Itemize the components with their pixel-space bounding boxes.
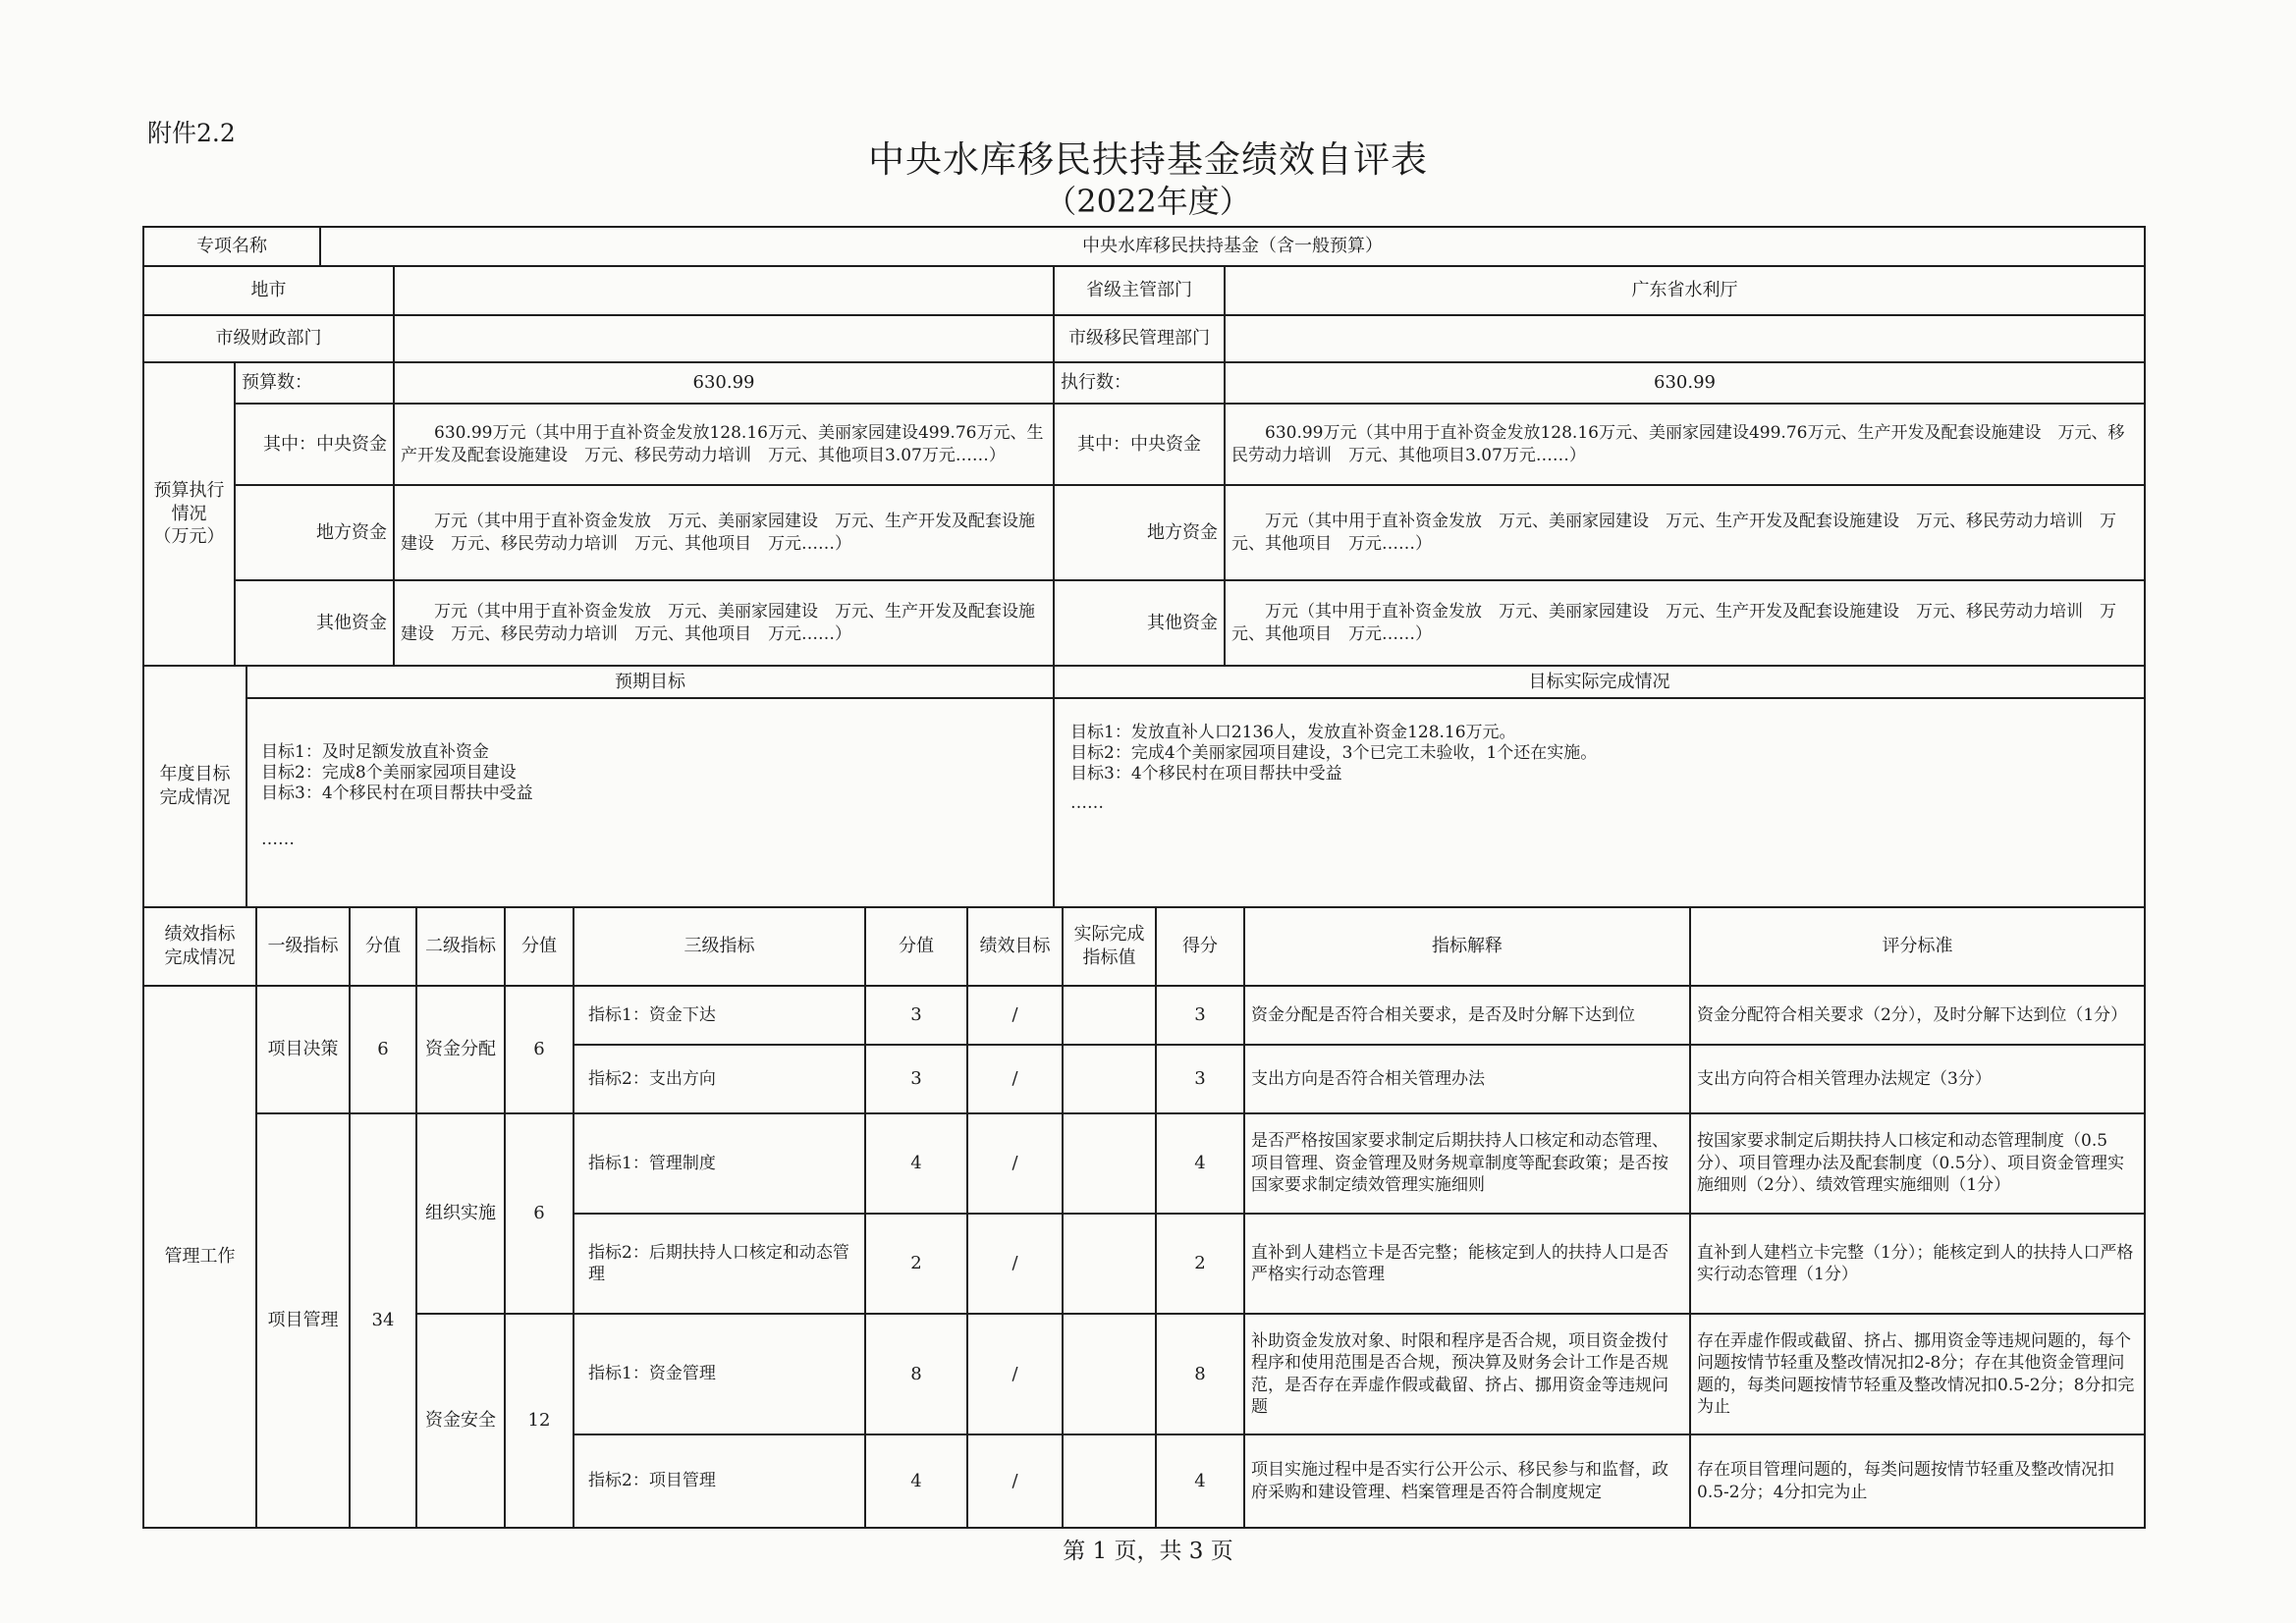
- goal-item: 目标3：4个移民村在项目帮扶中受益: [1070, 764, 1342, 784]
- actual-value: [1064, 1215, 1157, 1315]
- header-target: 绩效目标: [968, 908, 1064, 987]
- performance-target: /: [968, 1315, 1064, 1435]
- level3-name: 指标1：管理制度: [574, 1114, 866, 1215]
- header-level3: 三级指标: [574, 908, 866, 987]
- provincial-dept-label: 省级主管部门: [1055, 267, 1226, 316]
- other-fund-exec-text: 万元（其中用于直补资金发放 万元、美丽家园建设 万元、生产开发及配套设施建设 万元、移民劳动力培训 万元、其他项目 万元……）: [1226, 581, 2146, 667]
- indicator-category: 管理工作: [144, 987, 257, 1529]
- scoring-criteria: 直补到人建档立卡完整（1分）；能核定到人的扶持人口严格实行动态管理（1分）: [1691, 1215, 2146, 1315]
- level3-name: 指标1：资金管理: [574, 1315, 866, 1435]
- other-fund-label: 其他资金: [236, 581, 395, 667]
- other-fund-budget-text: 万元（其中用于直补资金发放 万元、美丽家园建设 万元、生产开发及配套设施建设 万元、移民劳动力培训 万元、其他项目 万元……）: [395, 581, 1055, 667]
- header-level3-score: 分值: [866, 908, 968, 987]
- level3-score: 3: [866, 987, 968, 1046]
- level3-name: 指标1：资金下达: [574, 987, 866, 1046]
- level3-score: 4: [866, 1435, 968, 1529]
- city-migration-label: 市级移民管理部门: [1055, 316, 1226, 363]
- central-fund-exec-label: 其中：中央资金: [1055, 405, 1226, 486]
- expected-goals-header: 预期目标: [247, 667, 1055, 699]
- score-got: 4: [1157, 1114, 1245, 1215]
- central-fund-budget-text: 630.99万元（其中用于直补资金发放128.16万元、美丽家园建设499.76万元、生产开发及配套设施建设 万元、移民劳动力培训 万元、其他项目3.07万元……）: [395, 405, 1055, 486]
- level3-name: 指标2：支出方向: [574, 1046, 866, 1114]
- score-got: 8: [1157, 1315, 1245, 1435]
- level1-name: 项目管理: [257, 1114, 351, 1529]
- performance-target: /: [968, 987, 1064, 1046]
- actual-goals-list: [1055, 699, 2146, 908]
- performance-target: /: [968, 1215, 1064, 1315]
- scoring-criteria: 资金分配符合相关要求（2分），及时分解下达到位（1分）: [1691, 987, 2146, 1046]
- provincial-dept-value: 广东省水利厅: [1226, 267, 2146, 316]
- indicator-explanation: 直补到人建档立卡是否完整；能核定到人的扶持人口是否严格实行动态管理: [1245, 1215, 1691, 1315]
- actual-value: [1064, 1114, 1157, 1215]
- score-got: 4: [1157, 1435, 1245, 1529]
- goal-item: 目标1：发放直补人口2136人，发放直补资金128.16万元。: [1070, 723, 1516, 742]
- level2-score: 12: [506, 1315, 574, 1529]
- budget-value: 630.99: [395, 363, 1055, 405]
- goal-item: ……: [261, 830, 295, 849]
- goal-item: 目标1：及时足额发放直补资金: [261, 742, 489, 762]
- performance-target: /: [968, 1046, 1064, 1114]
- exec-value: 630.99: [1226, 363, 2146, 405]
- performance-target: /: [968, 1114, 1064, 1215]
- indicator-explanation: 支出方向是否符合相关管理办法: [1245, 1046, 1691, 1114]
- header-level2: 二级指标: [417, 908, 506, 987]
- score-got: 3: [1157, 987, 1245, 1046]
- local-fund-label: 地方资金: [236, 486, 395, 581]
- level3-score: 3: [866, 1046, 968, 1114]
- level2-name: 资金分配: [417, 987, 506, 1114]
- page-title: 中央水库移民扶持基金绩效自评表: [868, 138, 1428, 181]
- indicator-explanation: 项目实施过程中是否实行公开公示、移民参与和监督，政府采购和建设管理、档案管理是否符合制度规定: [1245, 1435, 1691, 1529]
- actual-value: [1064, 1435, 1157, 1529]
- header-criteria: 评分标准: [1691, 908, 2146, 987]
- actual-goals-header: 目标实际完成情况: [1055, 667, 2146, 699]
- page-number: 第 1 页，共 3 页: [1063, 1539, 1233, 1564]
- exec-label: 执行数：: [1055, 363, 1226, 405]
- actual-value: [1064, 987, 1157, 1046]
- central-fund-label: 其中：中央资金: [236, 405, 395, 486]
- actual-value: [1064, 1046, 1157, 1114]
- page-subtitle: （2022年度）: [1045, 183, 1251, 220]
- city-finance-label: 市级财政部门: [144, 316, 395, 363]
- scoring-criteria: 存在项目管理问题的，每类问题按情节轻重及整改情况扣0.5-2分；4分扣完为止: [1691, 1435, 2146, 1529]
- header-level2-score: 分值: [506, 908, 574, 987]
- header-explain: 指标解释: [1245, 908, 1691, 987]
- goal-item: ……: [1070, 793, 1104, 813]
- annual-goals-label: 年度目标 完成情况: [144, 667, 247, 908]
- header-actual: 实际完成 指标值: [1064, 908, 1157, 987]
- goal-item: 目标2：完成8个美丽家园项目建设: [261, 763, 517, 783]
- goal-item: 目标3：4个移民村在项目帮扶中受益: [261, 784, 533, 803]
- scoring-criteria: 支出方向符合相关管理办法规定（3分）: [1691, 1046, 2146, 1114]
- level1-score: 34: [351, 1114, 417, 1529]
- indicator-explanation: 是否严格按国家要求制定后期扶持人口核定和动态管理、项目管理、资金管理及财务规章制度等配套政策；是否按国家要求制定绩效管理实施细则: [1245, 1114, 1691, 1215]
- actual-value: [1064, 1315, 1157, 1435]
- central-fund-exec-text: 630.99万元（其中用于直补资金发放128.16万元、美丽家园建设499.76万元、生产开发及配套设施建设 万元、移民劳动力培训 万元、其他项目3.07万元……）: [1226, 405, 2146, 486]
- local-fund-budget-text: 万元（其中用于直补资金发放 万元、美丽家园建设 万元、生产开发及配套设施建设 万元、移民劳动力培训 万元、其他项目 万元……）: [395, 486, 1055, 581]
- level2-name: 资金安全: [417, 1315, 506, 1529]
- other-fund-exec-label: 其他资金: [1055, 581, 1226, 667]
- level3-name: 指标2：项目管理: [574, 1435, 866, 1529]
- level2-score: 6: [506, 1114, 574, 1315]
- local-fund-exec-label: 地方资金: [1055, 486, 1226, 581]
- city-label: 地市: [144, 267, 395, 316]
- performance-target: /: [968, 1435, 1064, 1529]
- indicator-explanation: 补助资金发放对象、时限和程序是否合规，项目资金拨付程序和使用范围是否合规，预决算及财务会计工作是否规范，是否存在弄虚作假或截留、挤占、挪用资金等违规问题: [1245, 1315, 1691, 1435]
- level1-name: 项目决策: [257, 987, 351, 1114]
- level2-name: 组织实施: [417, 1114, 506, 1315]
- budget-section-label: 预算执行 情况 （万元）: [144, 363, 236, 667]
- city-value: [395, 267, 1055, 316]
- level2-score: 6: [506, 987, 574, 1114]
- level3-score: 8: [866, 1315, 968, 1435]
- local-fund-exec-text: 万元（其中用于直补资金发放 万元、美丽家园建设 万元、生产开发及配套设施建设 万元、移民劳动力培训 万元、其他项目 万元……）: [1226, 486, 2146, 581]
- header-level1-score: 分值: [351, 908, 417, 987]
- project-name-label: 专项名称: [144, 228, 321, 267]
- level3-name: 指标2：后期扶持人口核定和动态管理: [574, 1215, 866, 1315]
- goal-item: 目标2：完成4个美丽家园项目建设，3个已完工未验收，1个还在实施。: [1070, 743, 1598, 763]
- project-name-value: 中央水库移民扶持基金（含一般预算）: [321, 228, 2146, 267]
- expected-goals-list: [247, 699, 1055, 908]
- scoring-criteria: 存在弄虚作假或截留、挤占、挪用资金等违规问题的，每个问题按情节轻重及整改情况扣2-8分；存在其他资金管理问题的，每类问题按情节轻重及整改情况扣0.5-2分；8分扣完为止: [1691, 1315, 2146, 1435]
- header-got: 得分: [1157, 908, 1245, 987]
- score-got: 3: [1157, 1046, 1245, 1114]
- indicator-explanation: 资金分配是否符合相关要求，是否及时分解下达到位: [1245, 987, 1691, 1046]
- score-got: 2: [1157, 1215, 1245, 1315]
- budget-label: 预算数：: [236, 363, 395, 405]
- indicators-section-label: 绩效指标 完成情况: [144, 908, 257, 987]
- header-level1: 一级指标: [257, 908, 351, 987]
- scoring-criteria: 按国家要求制定后期扶持人口核定和动态管理制度（0.5分）、项目管理办法及配套制度（0.5分）、项目资金管理实施细则（2分）、绩效管理实施细则（1分）: [1691, 1114, 2146, 1215]
- self-evaluation-table: [142, 226, 2146, 1529]
- level1-score: 6: [351, 987, 417, 1114]
- city-finance-value: [395, 316, 1055, 363]
- attachment-label: 附件2.2: [147, 119, 236, 147]
- level3-score: 4: [866, 1114, 968, 1215]
- level3-score: 2: [866, 1215, 968, 1315]
- city-migration-value: [1226, 316, 2146, 363]
